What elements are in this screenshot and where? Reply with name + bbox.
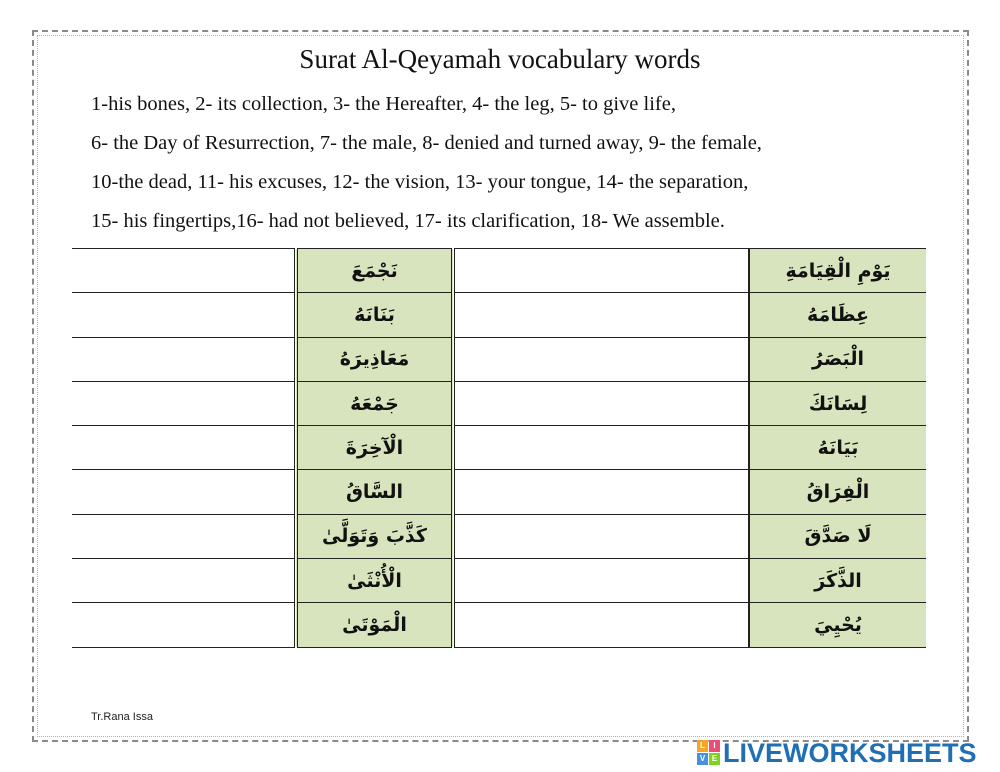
answer-field-right[interactable] <box>453 514 749 558</box>
arabic-word-left: كَذَّبَ وَتَوَلَّىٰ <box>296 514 453 558</box>
liveworksheets-wordmark: LIVEWORKSHEETS <box>723 737 977 768</box>
answer-field-right[interactable] <box>453 337 749 381</box>
arabic-word-right: بَيَانَهُ <box>749 426 926 470</box>
table-row <box>72 559 926 603</box>
table-row <box>72 426 926 470</box>
answer-field-right[interactable] <box>453 381 749 425</box>
arabic-word-right: لَا صَدَّقَ <box>749 514 926 558</box>
word-list-line-1: 1-his bones, 2- its collection, 3- the Hereafter, 4- the leg, 5- to give life, <box>91 93 676 115</box>
arabic-word-right: يَوْمِ الْقِيَامَةِ <box>749 249 926 293</box>
answer-field-left[interactable] <box>72 249 296 293</box>
answer-field-left[interactable] <box>72 337 296 381</box>
arabic-word-left: بَنَانَهُ <box>296 293 453 337</box>
arabic-word-left: مَعَاذِيرَهُ <box>296 337 453 381</box>
vocabulary-table <box>72 248 926 648</box>
arabic-word-left: نَجْمَعَ <box>296 249 453 293</box>
answer-field-right[interactable] <box>453 603 749 647</box>
arabic-word-left: الْمَوْتَىٰ <box>296 603 453 647</box>
table-row <box>72 249 926 293</box>
page-title: Surat Al-Qeyamah vocabulary words <box>299 44 701 74</box>
logo-letter: I <box>709 740 720 752</box>
answer-field-left[interactable] <box>72 426 296 470</box>
answer-field-left[interactable] <box>72 559 296 603</box>
logo-letter: V <box>697 753 708 765</box>
table-row <box>72 381 926 425</box>
answer-field-right[interactable] <box>453 470 749 514</box>
answer-field-left[interactable] <box>72 381 296 425</box>
answer-field-right[interactable] <box>453 559 749 603</box>
table-row <box>72 603 926 647</box>
answer-field-right[interactable] <box>453 249 749 293</box>
logo-letter: E <box>709 753 720 765</box>
arabic-word-right: الذَّكَرَ <box>749 559 926 603</box>
answer-field-left[interactable] <box>72 603 296 647</box>
arabic-word-left: الْأُنْثَىٰ <box>296 559 453 603</box>
liveworksheets-logo <box>697 738 977 768</box>
liveworksheets-logo-icon <box>697 740 721 766</box>
arabic-word-right: الْبَصَرُ <box>749 337 926 381</box>
answer-field-right[interactable] <box>453 426 749 470</box>
arabic-word-right: يُحْيِيَ <box>749 603 926 647</box>
arabic-word-right: لِسَانَكَ <box>749 381 926 425</box>
arabic-word-left: الْآخِرَةَ <box>296 426 453 470</box>
answer-field-right[interactable] <box>453 293 749 337</box>
answer-field-left[interactable] <box>72 470 296 514</box>
answer-field-left[interactable] <box>72 514 296 558</box>
answer-field-left[interactable] <box>72 293 296 337</box>
word-list-line-3: 10-the dead, 11- his excuses, 12- the vision, 13- your tongue, 14- the separation, <box>91 171 749 193</box>
arabic-word-left: السَّاقُ <box>296 470 453 514</box>
table-row <box>72 514 926 558</box>
table-row <box>72 293 926 337</box>
word-list-line-4: 15- his fingertips,16- had not believed, 17- its clarification, 18- We assemble. <box>91 210 725 232</box>
logo-letter: L <box>697 740 708 752</box>
arabic-word-left: جَمْعَهُ <box>296 381 453 425</box>
word-list-line-2: 6- the Day of Resurrection, 7- the male, 8- denied and turned away, 9- the female, <box>91 132 762 154</box>
author-credit: Tr.Rana Issa <box>91 711 153 723</box>
table-row <box>72 337 926 381</box>
table-row <box>72 470 926 514</box>
arabic-word-right: عِظَامَهُ <box>749 293 926 337</box>
arabic-word-right: الْفِرَاقُ <box>749 470 926 514</box>
